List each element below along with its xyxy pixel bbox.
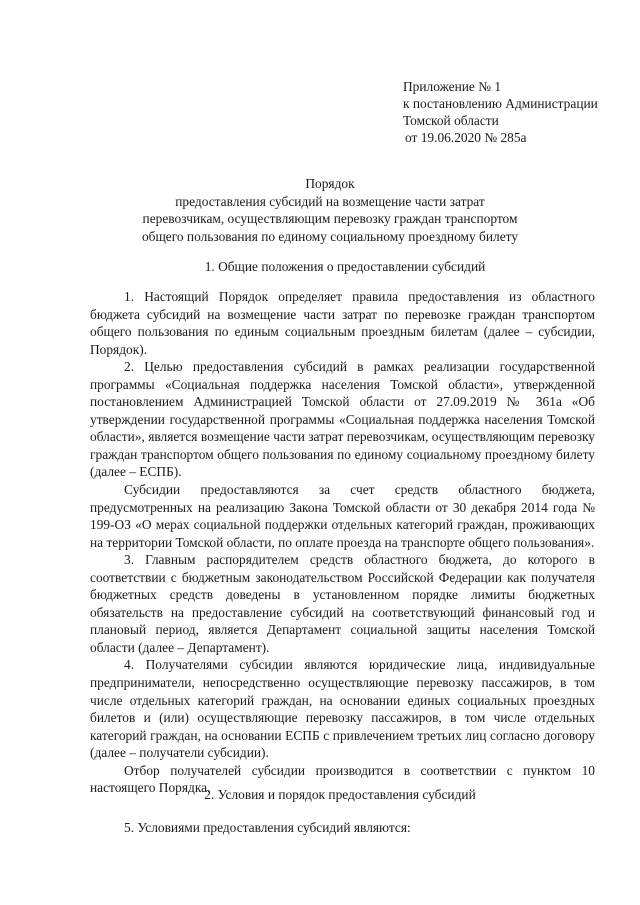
appendix-line: к постановлению Администрации [403, 96, 598, 111]
appendix-line: Томской области [403, 113, 499, 128]
appendix-line: от 19.06.2020 № 285а [405, 130, 527, 145]
paragraph: 3. Главным распорядителем средств областного бюджета, до которого в соответствии с бюджетным законодательством Российской Федерации как получателя бюджетных средств доведены в установленном порядке лимиты бюджетных обязательств на предоставление субсидий на соответствующий финансовый год и плановый период, является Департамент социальной защиты населения Томской области (далее – Департамент). [90, 552, 595, 655]
title-line: Порядок [305, 176, 355, 191]
paragraph: Субсидии предоставляются за счет средств областного бюджета, предусмотренных на реализацию Закона Томской области от 30 декабря 2014 года № 199-ОЗ «О мерах социальной поддержки отдельных категорий граждан, проживающих на территории Томской области, по оплате проезда на транспорте общего пользования». [90, 482, 595, 550]
section-heading: 2. Условия и порядок предоставления субсидий [204, 787, 476, 802]
appendix-block [403, 78, 623, 146]
paragraph: 5. Условиями предоставления субсидий являются: [124, 820, 411, 835]
title-line: перевозчикам, осуществляющим перевозку граждан транспортом [142, 211, 518, 227]
paragraph: 1. Настоящий Порядок определяет правила предоставления из областного бюджета субсидий на возмещение части затрат по перевозке граждан транспортом общего пользования по единым социальным проездным билетам (далее – субсидии, Порядок). [90, 289, 595, 357]
paragraph: Отбор получателей субсидии производится в соответствии с пунктом 10 настоящего Порядка. [90, 762, 595, 796]
section-body [90, 288, 595, 797]
paragraph: 2. Целью предоставления субсидий в рамках реализации государственной программы «Социальная поддержка населения Томской области», утвержденной постановлением Администрацией Томской области от 27.09.2019 № 361а «Об утверждении государственной программы «Социальная поддержка населения Томской области», является возмещение части затрат перевозчикам, осуществляющим перевозку граждан транспортом общего пользования по единому социальному проездному билету (далее – ЕСПБ). [90, 359, 595, 480]
appendix-line: Приложение № 1 [403, 79, 502, 94]
title-line: предоставления субсидий на возмещение части затрат [175, 193, 485, 209]
section-heading: 1. Общие положения о предоставлении субсидий [204, 259, 486, 274]
document-title [90, 175, 570, 245]
paragraph: 4. Получателями субсидии являются юридические лица, индивидуальные предприниматели, непосредственно осуществляющие перевозку пассажиров, в том числе отдельных категорий граждан, на основании единых социальных проездных билетов и (или) осуществляющие перевозку пассажиров, в том числе отдельных категорий граждан, на основании ЕСПБ с привлечением третьих лиц согласно договору (далее – получатели субсидии). [90, 657, 595, 761]
title-line: общего пользования по единому социальному проездному билету [141, 228, 519, 244]
